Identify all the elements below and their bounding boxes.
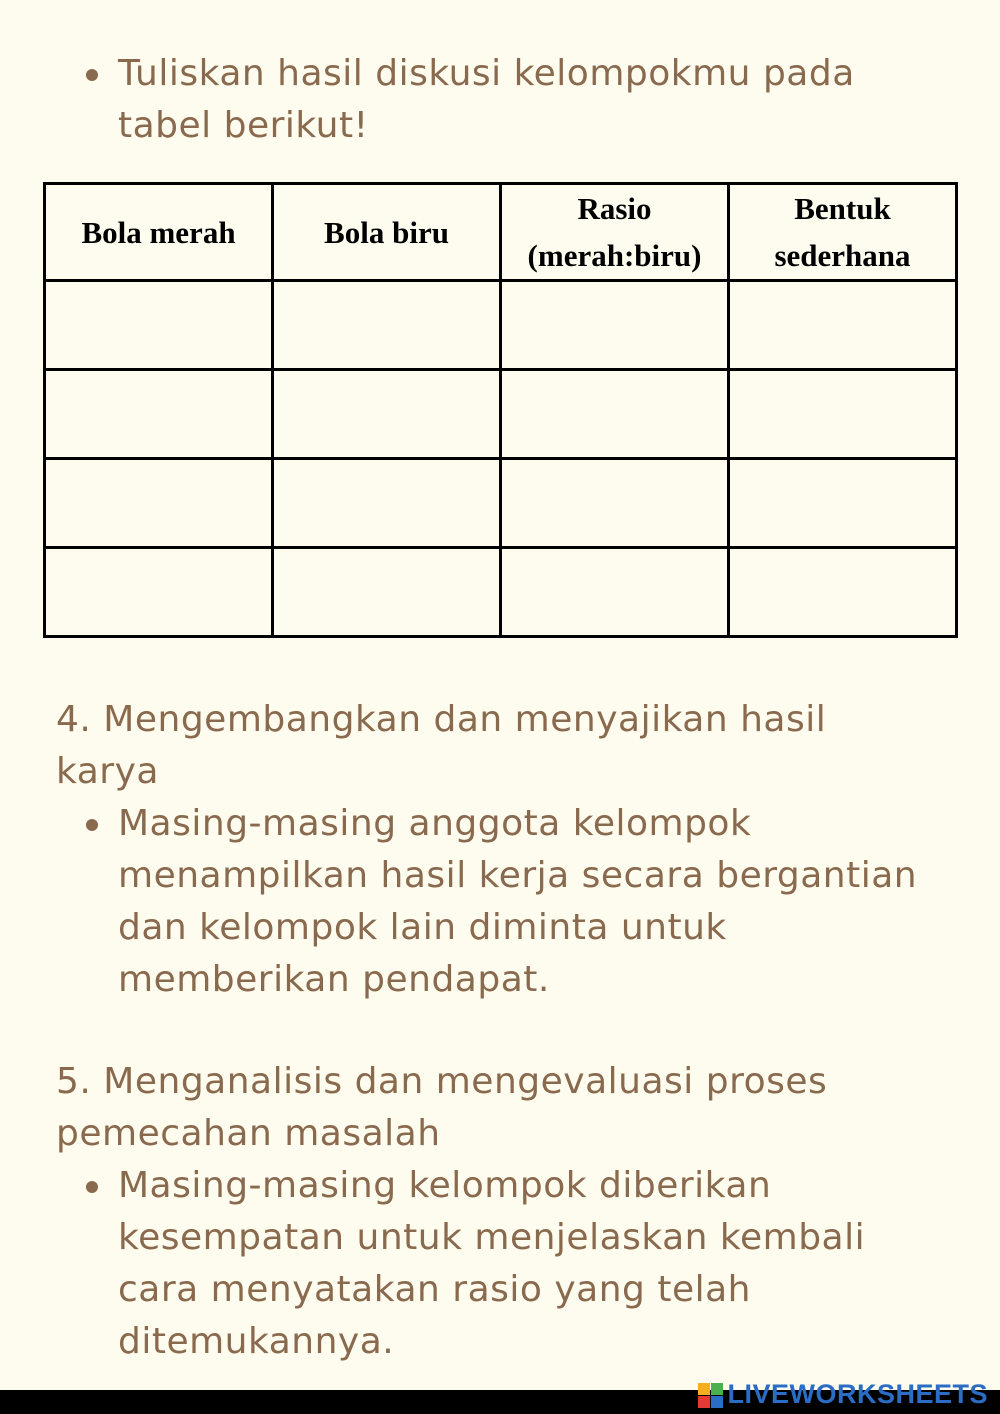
header-bentuk-line2: sederhana: [774, 238, 911, 273]
table-header-row: [45, 184, 957, 281]
answer-cell[interactable]: [501, 370, 729, 459]
liveworksheets-logo-icon: [698, 1383, 723, 1408]
table-row: [45, 459, 957, 548]
answer-cell[interactable]: [501, 459, 729, 548]
answer-cell[interactable]: [729, 548, 957, 637]
table-row: [45, 370, 957, 459]
intro-instruction: [70, 48, 940, 152]
header-bola-merah: Bola merah: [45, 184, 273, 281]
answer-cell[interactable]: [729, 281, 957, 370]
step4-heading: 4. Mengembangkan dan menyajikan hasil karya: [56, 699, 827, 792]
step4-bullet: Masing-masing anggota kelompok menampilkan hasil kerja secara bergantian dan kelompok lain diminta untuk memberikan pendapat.: [118, 798, 940, 1006]
logo-square: [711, 1396, 723, 1408]
step5-instruction: [70, 1160, 940, 1368]
logo-square: [698, 1396, 710, 1408]
answer-cell[interactable]: [273, 459, 501, 548]
step4-instruction: [70, 798, 940, 1006]
answer-cell[interactable]: [501, 281, 729, 370]
answer-cell[interactable]: [501, 548, 729, 637]
liveworksheets-logo: [698, 1381, 988, 1408]
table-row: [45, 281, 957, 370]
header-bola-biru: Bola biru: [273, 184, 501, 281]
intro-bullet: Tuliskan hasil diskusi kelompokmu pada tabel berikut!: [118, 48, 940, 152]
answer-cell[interactable]: [45, 459, 273, 548]
answer-cell[interactable]: [273, 548, 501, 637]
logo-square: [711, 1383, 723, 1395]
header-rasio-line2: (merah:biru): [527, 238, 702, 273]
answer-cell[interactable]: [729, 370, 957, 459]
header-bentuk-line1: Bentuk: [794, 191, 891, 226]
table-row: [45, 548, 957, 637]
answer-cell[interactable]: [45, 370, 273, 459]
step5-bullet: Masing-masing kelompok diberikan kesempatan untuk menjelaskan kembali cara menyatakan rasio yang telah ditemukannya.: [118, 1160, 940, 1368]
answer-cell[interactable]: [273, 281, 501, 370]
ratio-table: [43, 182, 958, 638]
header-bentuk-sederhana: [729, 184, 957, 281]
step5-heading: 5. Menganalisis dan mengevaluasi proses pemecahan masalah: [56, 1061, 828, 1154]
header-rasio-line1: Rasio: [577, 191, 652, 226]
answer-cell[interactable]: [45, 281, 273, 370]
answer-cell[interactable]: [729, 459, 957, 548]
logo-text: LIVEWORKSHEETS: [727, 1379, 988, 1409]
answer-cell[interactable]: [45, 548, 273, 637]
header-rasio: [501, 184, 729, 281]
answer-cell[interactable]: [273, 370, 501, 459]
logo-square: [698, 1383, 710, 1395]
